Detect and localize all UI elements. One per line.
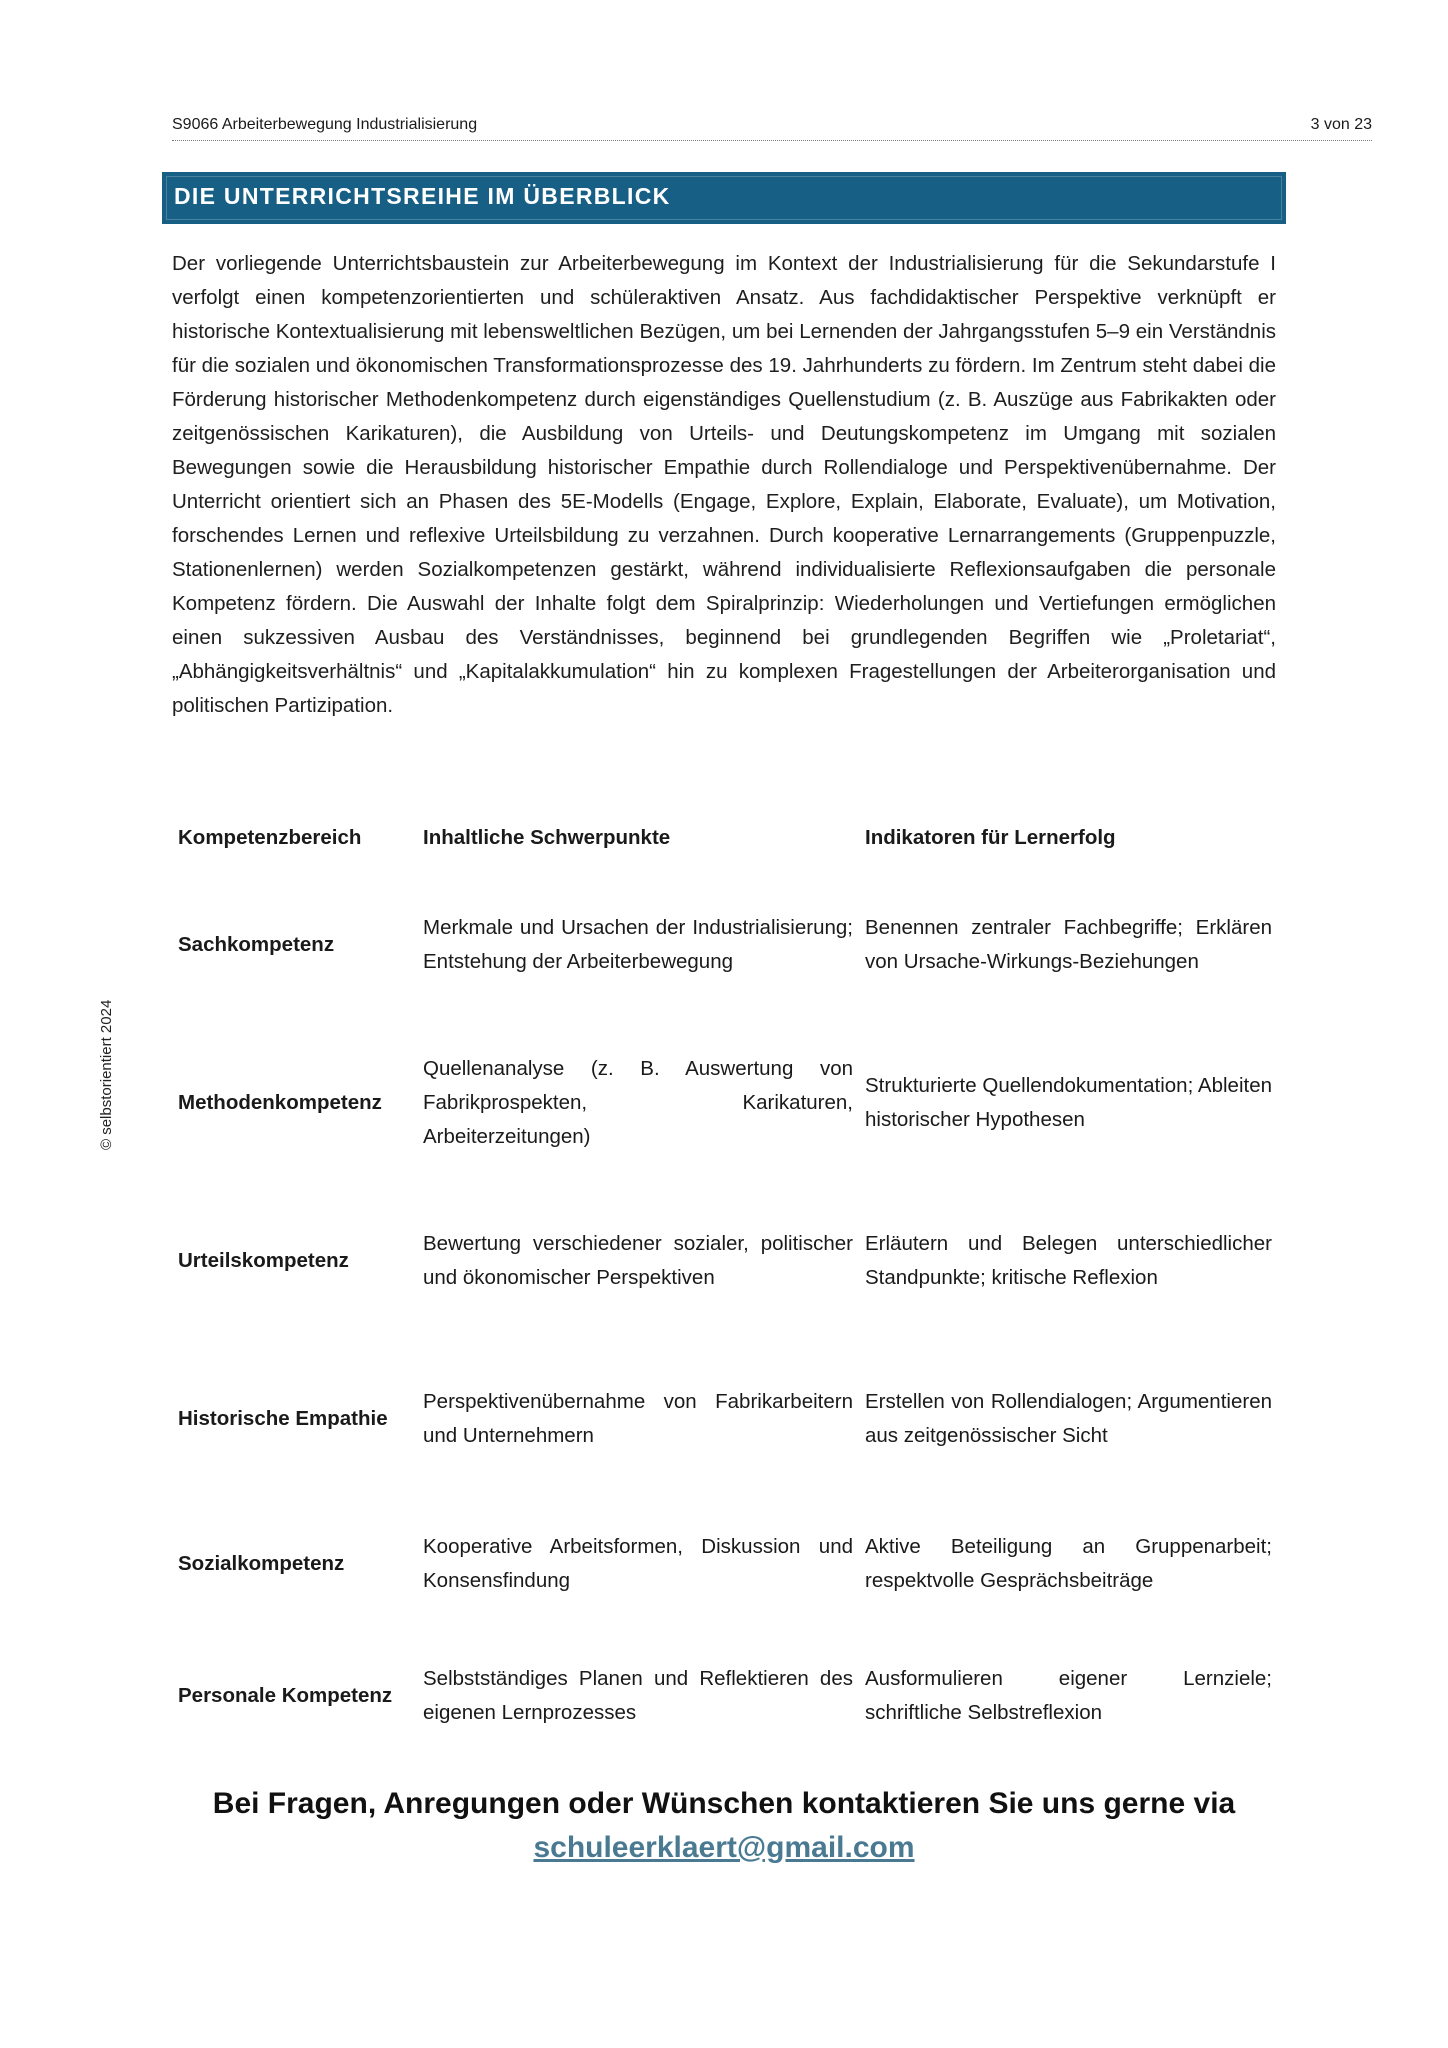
success-indicator: Erstellen von Rollendialogen; Argumentieren aus zeitgenössischer Sicht	[865, 1390, 1272, 1447]
content-focus: Kooperative Arbeitsformen, Diskussion und Konsensfindung	[423, 1535, 853, 1592]
table-row	[172, 866, 1278, 1024]
success-indicator: Aktive Beteiligung an Gruppenarbeit; respektvolle Gesprächsbeiträge	[865, 1535, 1272, 1592]
competence-area: Historische Empathie	[178, 1407, 388, 1430]
competence-area: Personale Kompetenz	[178, 1684, 393, 1707]
column-header-indicator: Indikatoren für Lernerfolg	[865, 826, 1116, 849]
table-row	[172, 1340, 1278, 1498]
contact-text: Bei Fragen, Anregungen oder Wünschen kontaktieren Sie uns gerne via	[212, 1787, 1236, 1820]
table-row	[172, 1182, 1278, 1340]
competence-table	[172, 810, 1278, 1762]
content-focus: Selbstständiges Planen und Reflektieren des eigenen Lernprozesses	[423, 1667, 853, 1724]
competence-area: Sachkompetenz	[178, 933, 335, 956]
contact-email-link[interactable]: schuleerklaert@gmail.com	[533, 1831, 915, 1864]
section-banner	[162, 172, 1286, 224]
section-title: DIE UNTERRICHTSREIHE IM ÜBERBLICK	[174, 183, 671, 209]
success-indicator: Erläutern und Belegen unterschiedlicher Standpunkte; kritische Reflexion	[865, 1232, 1272, 1289]
page-header	[172, 116, 1372, 141]
competence-area: Methodenkompetenz	[178, 1091, 382, 1114]
content-focus: Perspektivenübernahme von Fabrikarbeitern und Unternehmern	[423, 1390, 853, 1447]
page-number: 3 von 23	[1310, 116, 1372, 133]
success-indicator: Strukturierte Quellendokumentation; Ableiten historischer Hypothesen	[865, 1074, 1272, 1131]
intro-paragraph: Der vorliegende Unterrichtsbaustein zur Arbeiterbewegung im Kontext der Industrialisierung für die Sekundarstufe I verfolgt einen kompetenzorientierten und schüleraktiven Ansatz. Aus fachdidaktischer Perspektive verknüpft er historische Kontextualisierung mit lebensweltlichen Bezügen, um bei Lernenden der Jahrgangsstufen 5–9 ein Verständnis für die sozialen und ökonomischen Transformationsprozesse des 19. Jahrhunderts zu fördern. Im Zentrum steht dabei die Förderung historischer Methodenkompetenz durch eigenständiges Quellenstudium (z. B. Auszüge aus Fabrikakten oder zeitgenössischen Karikaturen), die Ausbildung von Urteils- und Deutungskompetenz im Umgang mit sozialen Bewegungen sowie die Herausbildung historischer Empathie durch Rollendialoge und Perspektivenübernahme. Der Unterricht orientiert sich an Phasen des 5E-Modells (Engage, Explore, Explain, Elaborate, Evaluate), um Motivation, forschendes Lernen und reflexive Urteilsbildung zu verzahnen. Durch kooperative Lernarrangements (Gruppenpuzzle, Stationenlernen) werden Sozialkompetenzen gestärkt, während individualisierte Reflexionsaufgaben die personale Kompetenz fördern. Die Auswahl der Inhalte folgt dem Spiralprinzip: Wiederholungen und Vertiefungen ermöglichen einen sukzessiven Ausbau des Verständnisses, beginnend bei grundlegenden Begriffen wie „Proletariat“, „Abhängigkeitsverhältnis“ und „Kapitalakkumulation“ hin zu komplexen Fragestellungen der Arbeiterorganisation und politischen Partizipation.	[172, 252, 1276, 717]
copyright-note: © selbstorientiert 2024	[98, 999, 115, 1150]
success-indicator: Ausformulieren eigener Lernziele; schriftliche Selbstreflexion	[865, 1667, 1272, 1724]
competence-area: Urteilskompetenz	[178, 1249, 349, 1272]
document-title: S9066 Arbeiterbewegung Industrialisierung	[172, 116, 478, 133]
content-focus: Merkmale und Ursachen der Industrialisierung; Entstehung der Arbeiterbewegung	[423, 916, 853, 973]
table-row	[172, 1024, 1278, 1182]
column-header-area: Kompetenzbereich	[178, 826, 362, 849]
contact-block	[162, 1782, 1286, 1870]
table-row	[172, 1498, 1278, 1630]
content-focus: Quellenanalyse (z. B. Auswertung von Fabrikprospekten, Karikaturen, Arbeiterzeitungen)	[423, 1057, 853, 1148]
table-row	[172, 1630, 1278, 1762]
competence-area: Sozialkompetenz	[178, 1552, 345, 1575]
table-header-row	[172, 810, 1278, 866]
success-indicator: Benennen zentraler Fachbegriffe; Erklären von Ursache-Wirkungs-Beziehungen	[865, 916, 1272, 973]
content-focus: Bewertung verschiedener sozialer, politischer und ökonomischer Perspektiven	[423, 1232, 853, 1289]
column-header-focus: Inhaltliche Schwerpunkte	[423, 826, 671, 849]
